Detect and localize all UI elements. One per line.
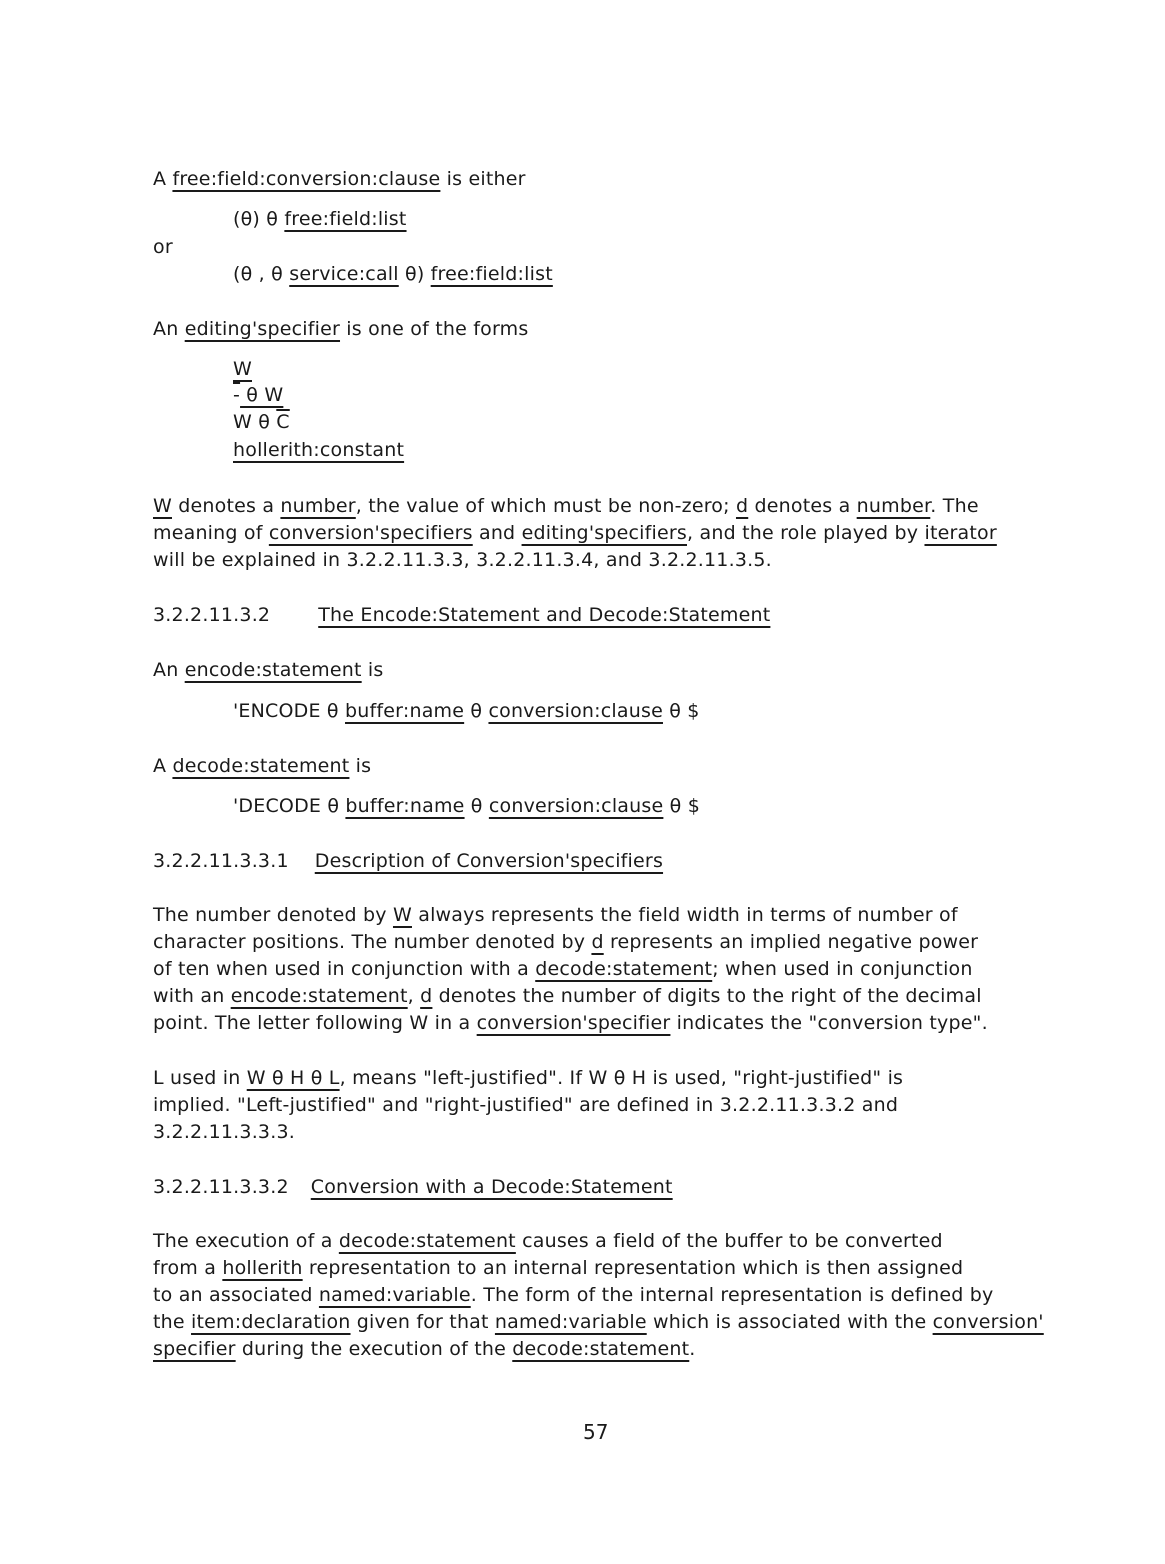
free-field-clause-form-1	[233, 208, 407, 230]
editing-form-3	[233, 411, 290, 433]
text-run: W θ	[233, 411, 277, 433]
text-run: 'ENCODE θ	[233, 700, 346, 722]
text-run: The execution of a	[153, 1230, 339, 1252]
term-number: number	[280, 495, 356, 517]
text-run: ,	[407, 985, 421, 1007]
text-run: denotes a	[172, 495, 281, 517]
editing-form-4	[233, 439, 404, 461]
term-conversion-clause: conversion:clause	[488, 795, 664, 817]
text-run: is either	[440, 168, 526, 190]
text-run: representation to an internal representation which is then assigned	[302, 1257, 964, 1279]
text-run: θ	[464, 700, 489, 722]
term-free-field-conversion-clause: free:field:conversion:clause	[172, 168, 441, 190]
notes-line-3	[153, 549, 772, 571]
term-minus: -	[233, 384, 241, 406]
section-title: Conversion with a Decode:Statement	[310, 1176, 673, 1198]
text-run: , and the role played by	[687, 522, 925, 544]
para1-line-4	[153, 985, 982, 1007]
term-decode-statement: decode:statement	[338, 1230, 516, 1252]
text-run: will be explained in 3.2.2.11.3.3, 3.2.2.11.3.4, and 3.2.2.11.3.5.	[153, 549, 772, 571]
or-word: or	[153, 236, 173, 258]
text-run: is	[361, 659, 384, 681]
text-run: the	[153, 1311, 192, 1333]
section-number: 3.2.2.11.3.3.1	[153, 850, 289, 872]
text-run: meaning of	[153, 522, 269, 544]
term-w: W	[392, 904, 412, 926]
section-title: The Encode:Statement and Decode:Statement	[318, 604, 771, 626]
para1-line-1	[153, 904, 958, 926]
text-run: given for that	[350, 1311, 495, 1333]
term-editing-specifiers: editing'specifiers	[521, 522, 687, 544]
text-run: θ $	[663, 795, 700, 817]
term-decode-statement: decode:statement	[512, 1338, 690, 1360]
text-run: L used in	[153, 1067, 247, 1089]
term-hollerith-constant: hollerith:constant	[233, 439, 405, 461]
term-w-theta-h-theta-l: W θ H θ L	[246, 1067, 340, 1089]
text-run: A	[153, 755, 173, 777]
para3-line-2	[153, 1257, 963, 1279]
section-heading-3-2-2-11-3-3-1	[153, 850, 663, 872]
term-w: W	[233, 358, 252, 380]
para3-line-3	[153, 1284, 994, 1306]
editing-specifier-intro	[153, 318, 528, 340]
term-decode-statement: decode:statement	[172, 755, 350, 777]
para1-line-5	[153, 1012, 988, 1034]
term-specifier: specifier	[153, 1338, 236, 1360]
text-run: of ten when used in conjunction with a	[153, 958, 536, 980]
text-run: An	[153, 659, 185, 681]
term-named-variable: named:variable	[318, 1284, 471, 1306]
term-named-variable: named:variable	[494, 1311, 647, 1333]
para3-line-4	[153, 1311, 1044, 1333]
text-run: . The	[930, 495, 979, 517]
term-conversion-specifier: conversion'	[932, 1311, 1044, 1333]
term-d: d	[591, 931, 604, 953]
term-buffer-name: buffer:name	[345, 795, 465, 817]
text-run: during the execution of the	[235, 1338, 513, 1360]
text-run: ; when used in conjunction	[712, 958, 973, 980]
term-decode-statement: decode:statement	[535, 958, 713, 980]
term-d: d	[420, 985, 433, 1007]
term-d: d	[735, 495, 749, 517]
text-run: , means "left-justified". If W θ H is used, "right-justified" is	[339, 1067, 904, 1089]
text-run: with an	[153, 985, 231, 1007]
para2-line-2	[153, 1094, 898, 1116]
text-run: The number denoted by	[153, 904, 393, 926]
term-iterator: iterator	[924, 522, 997, 544]
text-run: point. The letter following W in a	[153, 1012, 477, 1034]
text-run: which is associated with the	[646, 1311, 933, 1333]
text-run: θ	[464, 795, 489, 817]
section-number: 3.2.2.11.3.2	[153, 604, 271, 626]
term-hollerith: hollerith	[222, 1257, 303, 1279]
text-run: represents an implied negative power	[603, 931, 979, 953]
text-run: 3.2.2.11.3.3.3.	[153, 1121, 295, 1143]
text-run: , the value of which must be non-zero;	[355, 495, 736, 517]
text-run: (θ) θ	[233, 208, 285, 230]
notes-line-2	[153, 522, 997, 544]
text-run: θ $	[662, 700, 700, 722]
text-run: always represents the field width in terms of number of	[411, 904, 958, 926]
para2-line-1	[153, 1067, 903, 1089]
term-encode-statement: encode:statement	[230, 985, 408, 1007]
section-number: 3.2.2.11.3.3.2	[153, 1176, 289, 1198]
text-run: denotes the number of digits to the right of the decimal	[432, 985, 982, 1007]
term-encode-statement: encode:statement	[184, 659, 362, 681]
free-field-clause-intro	[153, 168, 526, 190]
text-run: denotes a	[748, 495, 857, 517]
text-run: and	[472, 522, 522, 544]
para2-line-3	[153, 1121, 295, 1143]
text-run: θ W	[240, 384, 284, 406]
free-field-clause-form-2	[233, 263, 553, 285]
section-heading-3-2-2-11-3-3-2	[153, 1176, 673, 1198]
text-run: implied. "Left-justified" and "right-justified" are defined in 3.2.2.11.3.3.2 and	[153, 1094, 899, 1116]
term-item-declaration: item:declaration	[191, 1311, 351, 1333]
text-run: to an associated	[153, 1284, 319, 1306]
text-run: is one of the forms	[340, 318, 529, 340]
encode-intro	[153, 659, 384, 681]
term-free-field-list: free:field:list	[284, 208, 407, 230]
text-run: indicates the "conversion type".	[670, 1012, 988, 1034]
decode-intro	[153, 755, 371, 777]
encode-form	[233, 700, 700, 722]
para1-line-3	[153, 958, 973, 980]
term-conversion-specifiers: conversion'specifiers	[268, 522, 473, 544]
term-editing-specifier: editing'specifier	[184, 318, 341, 340]
term-conversion-specifier: conversion'specifier	[476, 1012, 671, 1034]
term-buffer-name: buffer:name	[345, 700, 465, 722]
term-free-field-list: free:field:list	[430, 263, 553, 285]
para3-line-5	[153, 1338, 696, 1360]
term-c: $\overline{C}$	[276, 411, 290, 433]
text-run: (θ , θ	[233, 263, 290, 285]
text-run: 'DECODE θ	[233, 795, 346, 817]
text-run: . The form of the internal representation is defined by	[470, 1284, 994, 1306]
text-run: from a	[153, 1257, 223, 1279]
text-run: A	[153, 168, 173, 190]
text-run: θ)	[398, 263, 431, 285]
term-service-call: service:call	[289, 263, 399, 285]
text-run: character positions. The number denoted by	[153, 931, 592, 953]
term-w: W	[153, 495, 172, 517]
editing-form-2	[233, 384, 283, 406]
section-title: Description of Conversion'specifiers	[314, 850, 664, 872]
decode-form	[233, 795, 700, 817]
section-heading-3-2-2-11-3-2	[153, 604, 770, 626]
page-number: 57	[583, 1420, 609, 1444]
editing-form-1	[233, 358, 252, 380]
text-run: .	[689, 1338, 696, 1360]
text-run: is	[349, 755, 372, 777]
para3-line-1	[153, 1230, 943, 1252]
para1-line-2	[153, 931, 978, 953]
term-conversion-clause: conversion:clause	[488, 700, 663, 722]
term-number: number	[856, 495, 931, 517]
notes-line-1	[153, 495, 979, 517]
text-run: An	[153, 318, 185, 340]
text-run: causes a field of the buffer to be converted	[515, 1230, 943, 1252]
